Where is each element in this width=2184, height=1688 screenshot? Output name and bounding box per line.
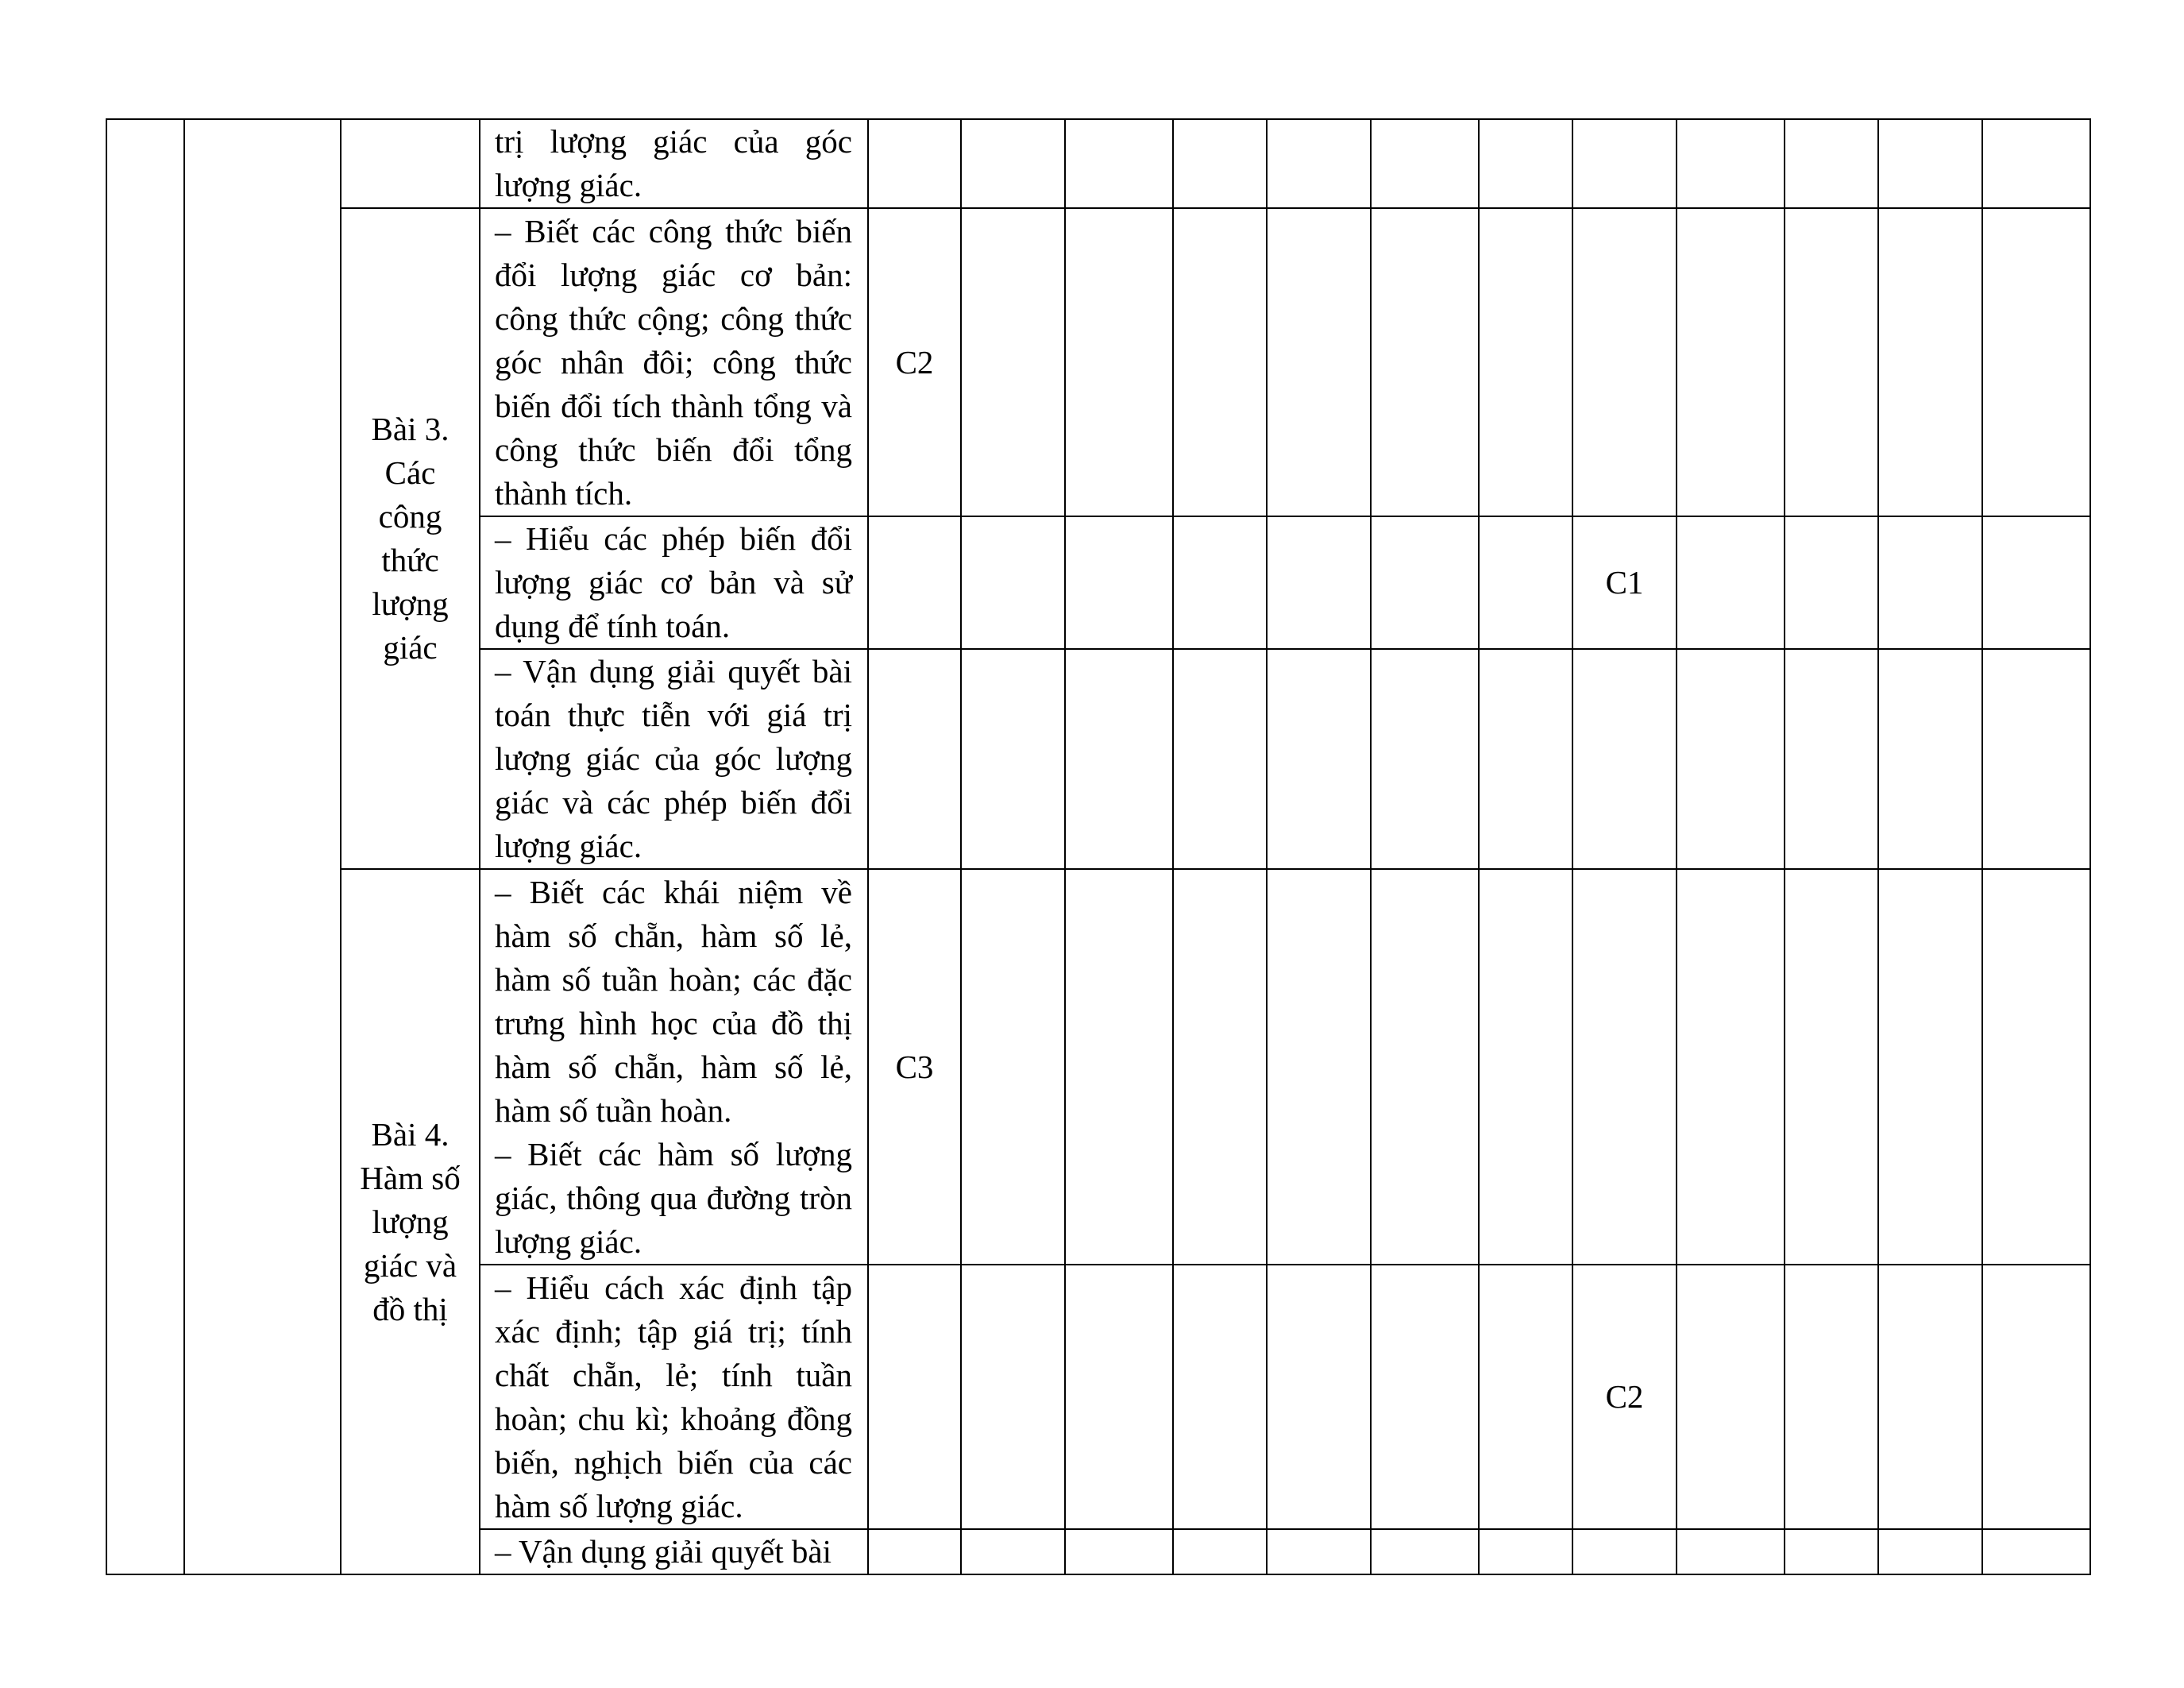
level-cell [1785, 1265, 1878, 1529]
level-cell [1982, 119, 2090, 208]
level-cell [1267, 649, 1371, 869]
level-cell [1572, 649, 1677, 869]
table-row [106, 208, 2090, 516]
requirement-cell: – Hiểu các phép biến đổi lượng giác cơ bản và sử dụng để tính toán. [480, 516, 868, 649]
level-cell [1677, 869, 1785, 1265]
lesson-title-bai-3: Bài 3. Các công thức lượng giác [341, 208, 480, 869]
level-cell [1267, 208, 1371, 516]
level-cell [1065, 208, 1173, 516]
lesson-cell [341, 119, 480, 208]
level-cell [1677, 516, 1785, 649]
level-cell [1479, 649, 1572, 869]
question-mark-cell: C3 [868, 869, 961, 1265]
requirement-cell: – Vận dụng giải quyết bài [480, 1529, 868, 1574]
level-cell [868, 1265, 961, 1529]
level-cell [1479, 208, 1572, 516]
level-cell [1479, 119, 1572, 208]
question-mark-cell: C2 [1572, 1265, 1677, 1529]
level-cell [1785, 1529, 1878, 1574]
level-cell [1371, 1265, 1479, 1529]
level-cell [1982, 1529, 2090, 1574]
level-cell [1677, 1265, 1785, 1529]
level-cell [961, 516, 1065, 649]
level-cell [961, 649, 1065, 869]
level-cell [1982, 516, 2090, 649]
requirement-cell: – Biết các khái niệm về hàm số chẵn, hàm số lẻ, hàm số tuần hoàn; các đặc trưng hình học của đồ thị hàm số chẵn, hàm số lẻ, hàm số tuần hoàn. – Biết các hàm số lượng giác, thông qua đường tròn lượng giác. [480, 869, 868, 1265]
level-cell [868, 1529, 961, 1574]
level-cell [961, 869, 1065, 1265]
level-cell [1065, 1529, 1173, 1574]
level-cell [1065, 1265, 1173, 1529]
level-cell [1267, 869, 1371, 1265]
level-cell [1878, 1265, 1982, 1529]
level-cell [1982, 649, 2090, 869]
level-cell [1785, 649, 1878, 869]
level-cell [1267, 1265, 1371, 1529]
level-cell [868, 516, 961, 649]
level-cell [961, 1265, 1065, 1529]
level-cell [1479, 869, 1572, 1265]
level-cell [1572, 1529, 1677, 1574]
level-cell [1785, 208, 1878, 516]
level-cell [1479, 516, 1572, 649]
level-cell [1065, 119, 1173, 208]
level-cell [868, 119, 961, 208]
level-cell [1677, 119, 1785, 208]
level-cell [1878, 649, 1982, 869]
level-cell [961, 1529, 1065, 1574]
level-cell [868, 649, 961, 869]
question-mark-cell: C2 [868, 208, 961, 516]
level-cell [1065, 649, 1173, 869]
level-cell [961, 119, 1065, 208]
level-cell [1173, 119, 1267, 208]
level-cell [1173, 208, 1267, 516]
level-cell [1479, 1265, 1572, 1529]
level-cell [1371, 119, 1479, 208]
level-cell [961, 208, 1065, 516]
level-cell [1572, 119, 1677, 208]
level-cell [1065, 516, 1173, 649]
level-cell [1878, 1529, 1982, 1574]
level-cell [1371, 208, 1479, 516]
level-cell [1371, 516, 1479, 649]
level-cell [1878, 208, 1982, 516]
level-cell [1173, 1265, 1267, 1529]
level-cell [1371, 649, 1479, 869]
table-row [106, 869, 2090, 1265]
level-cell [1173, 516, 1267, 649]
question-mark-cell: C1 [1572, 516, 1677, 649]
level-cell [1785, 869, 1878, 1265]
level-cell [1572, 869, 1677, 1265]
level-cell [1065, 869, 1173, 1265]
level-cell [1982, 208, 2090, 516]
level-cell [1479, 1529, 1572, 1574]
level-cell [1267, 119, 1371, 208]
level-cell [1173, 1529, 1267, 1574]
level-cell [1677, 208, 1785, 516]
requirement-cell: – Biết các công thức biến đổi lượng giác cơ bản: công thức cộng; công thức góc nhân đôi; công thức biến đổi tích thành tổng và công thức biến đổi tổng thành tích. [480, 208, 868, 516]
level-cell [1173, 869, 1267, 1265]
table-row [106, 119, 2090, 208]
level-cell [1267, 516, 1371, 649]
level-cell [1785, 516, 1878, 649]
assessment-matrix-table [106, 118, 2091, 1575]
level-cell [1878, 516, 1982, 649]
level-cell [1371, 869, 1479, 1265]
col-2-cell [184, 119, 341, 1574]
level-cell [1572, 208, 1677, 516]
level-cell [1371, 1529, 1479, 1574]
level-cell [1878, 119, 1982, 208]
level-cell [1173, 649, 1267, 869]
lesson-title-bai-4: Bài 4. Hàm số lượng giác và đồ thị [341, 869, 480, 1574]
level-cell [1267, 1529, 1371, 1574]
col-1-cell [106, 119, 184, 1574]
level-cell [1878, 869, 1982, 1265]
requirement-cell: trị lượng giác của góc lượng giác. [480, 119, 868, 208]
level-cell [1982, 869, 2090, 1265]
requirement-cell: – Hiểu cách xác định tập xác định; tập giá trị; tính chất chẵn, lẻ; tính tuần hoàn; chu kì; khoảng đồng biến, nghịch biến của các hàm số lượng giác. [480, 1265, 868, 1529]
level-cell [1677, 1529, 1785, 1574]
level-cell [1982, 1265, 2090, 1529]
requirement-cell: – Vận dụng giải quyết bài toán thực tiễn với giá trị lượng giác của góc lượng giác và các phép biến đổi lượng giác. [480, 649, 868, 869]
level-cell [1785, 119, 1878, 208]
level-cell [1677, 649, 1785, 869]
